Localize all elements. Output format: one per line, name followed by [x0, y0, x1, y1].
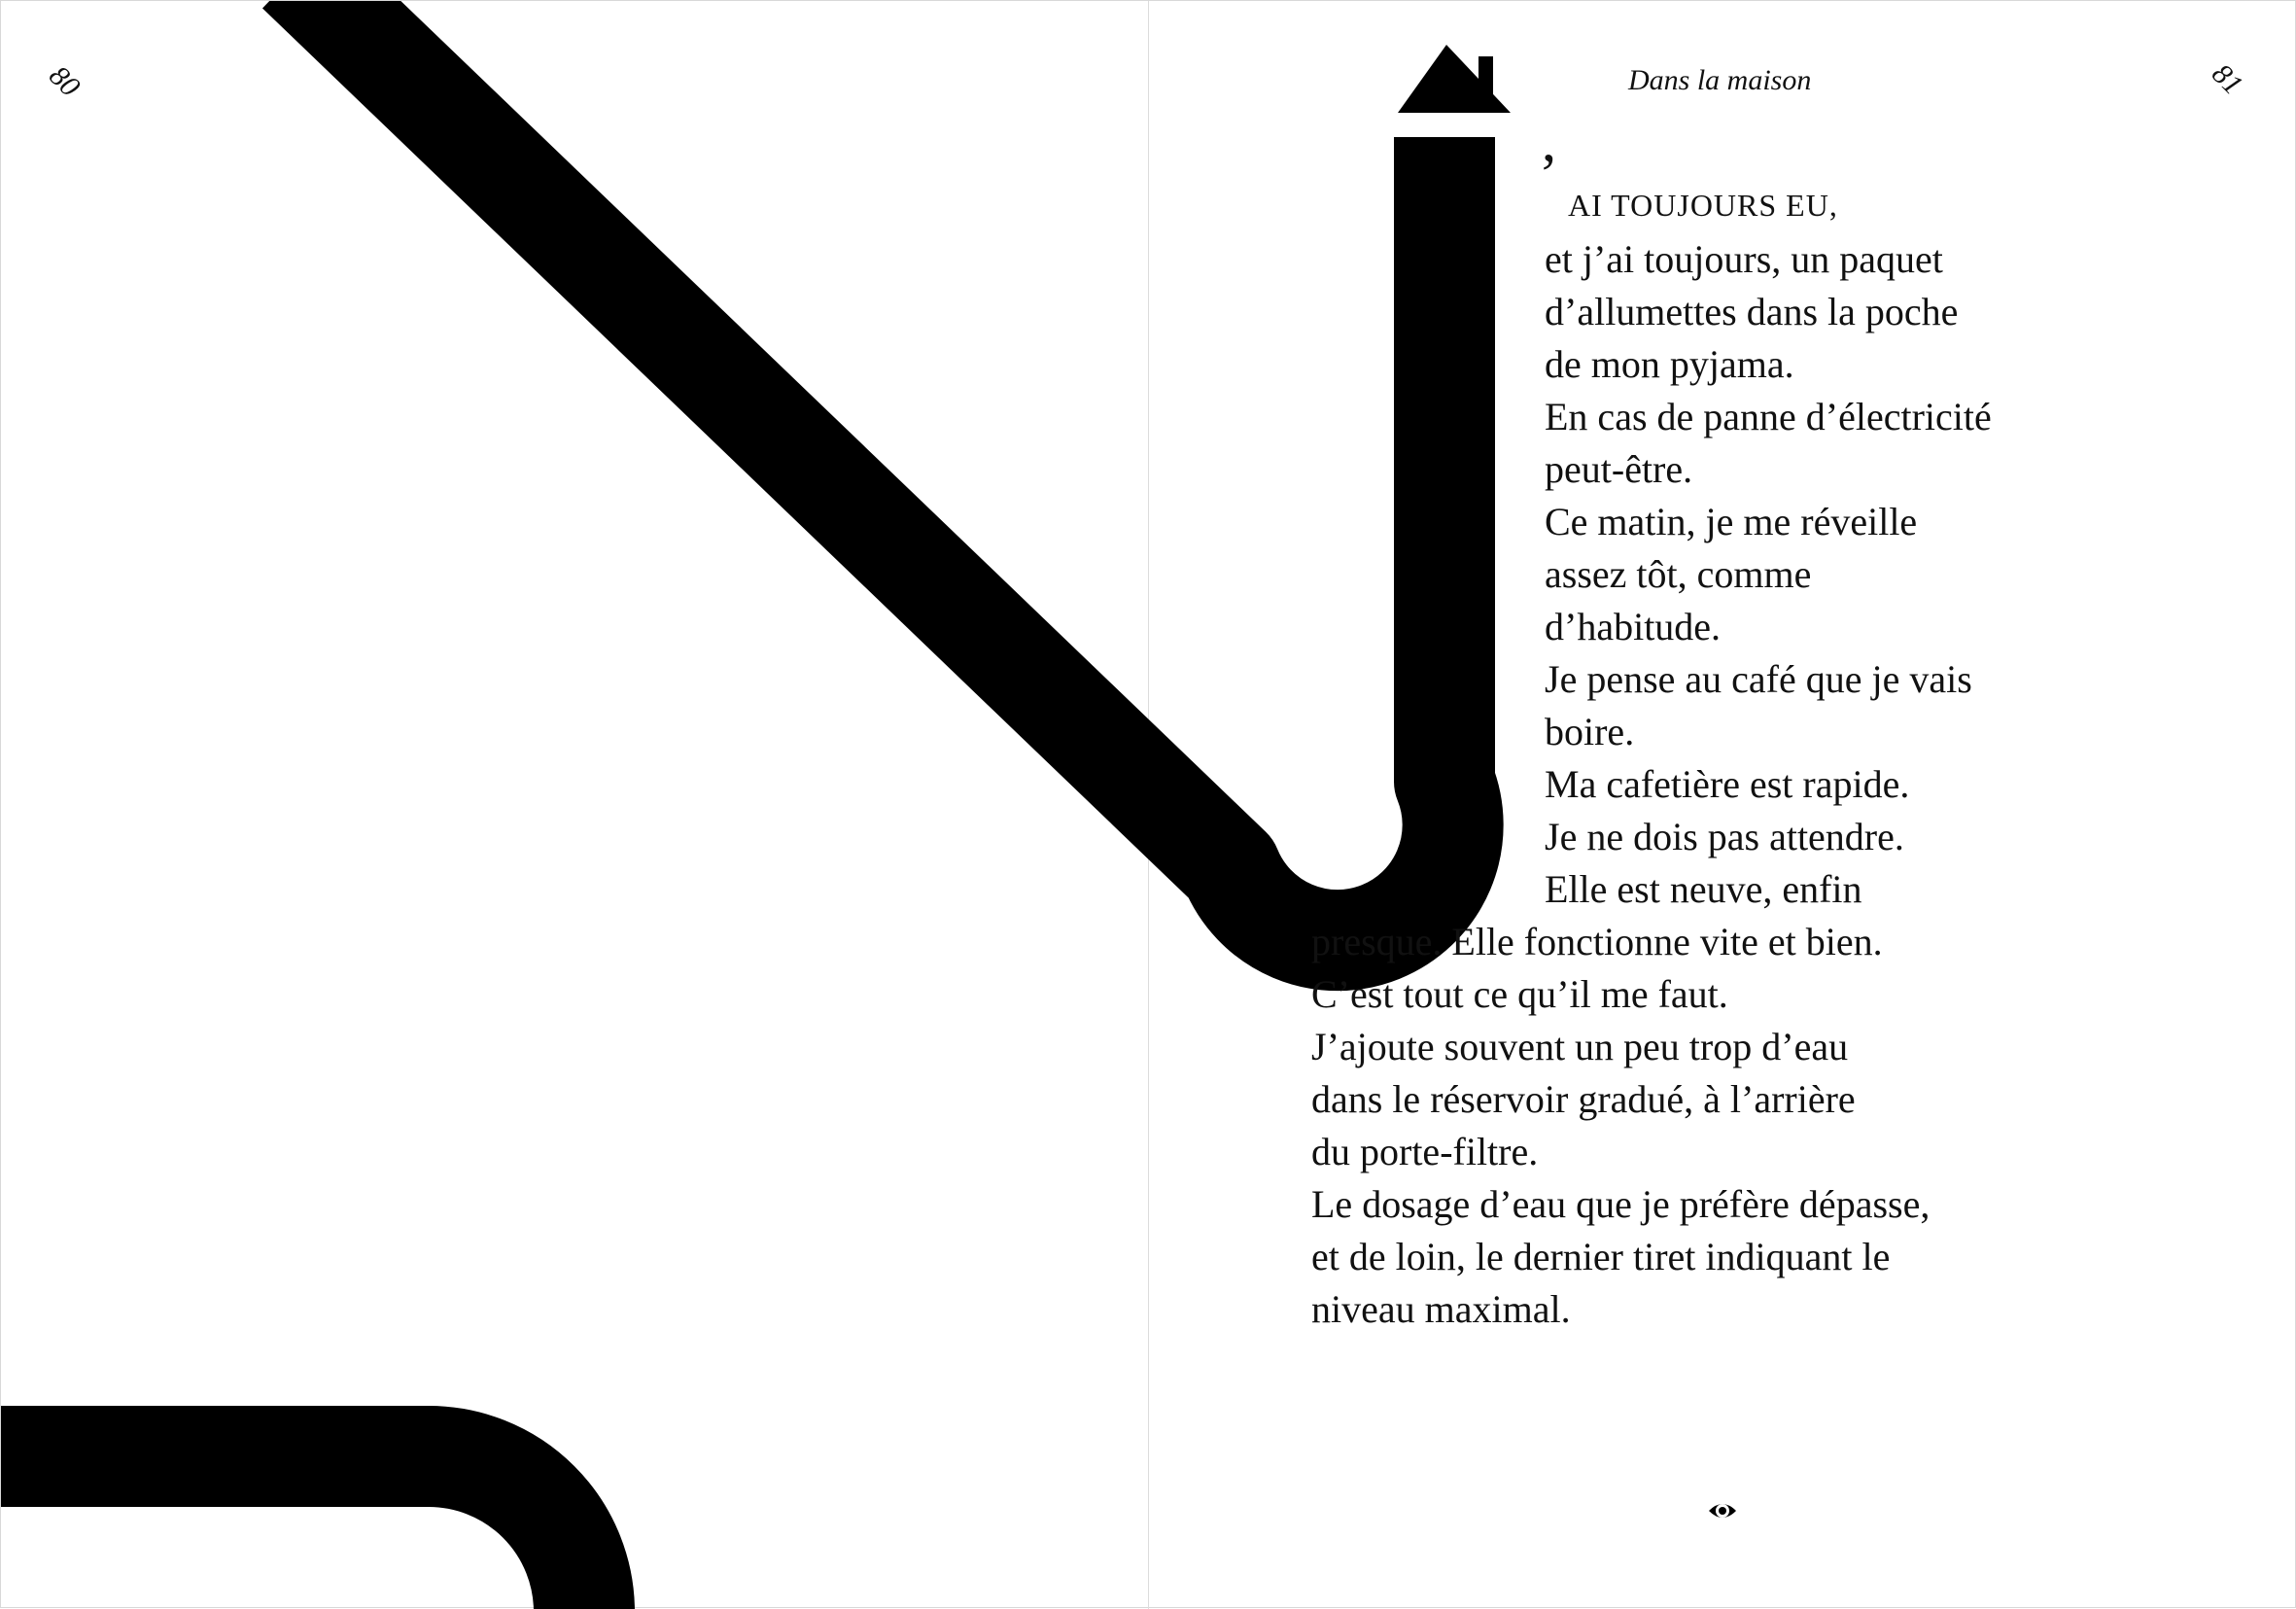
text-line: presque. Elle fonctionne vite et bien.: [1311, 920, 1883, 963]
text-line: d’habitude.: [1545, 605, 1722, 648]
opening-small-caps: AI TOUJOURS EU,: [1567, 188, 1838, 223]
text-line: En cas de panne d’électricité: [1545, 395, 1992, 438]
text-line: dans le réservoir gradué, à l’arrière: [1311, 1077, 1856, 1121]
road-illustration: [1, 1, 2296, 1609]
text-line: boire.: [1545, 710, 1635, 753]
road-path-shape: [297, 1, 1453, 940]
text-line: peut-être.: [1545, 447, 1693, 491]
house-roof-icon: [1398, 45, 1511, 113]
left-page-number: 80: [43, 59, 87, 103]
text-line: Je ne dois pas attendre.: [1545, 815, 1904, 858]
text-line: d’allumettes dans la poche: [1545, 290, 1959, 333]
road-curve-bottom: [1, 1456, 584, 1609]
text-line: Je pense au café que je vais: [1545, 657, 1972, 701]
drop-apostrophe: ’: [1539, 142, 1558, 206]
text-line: assez tôt, comme: [1545, 552, 1812, 596]
right-page-number: 81: [2206, 57, 2249, 101]
text-line: niveau maximal.: [1311, 1287, 1571, 1331]
text-line: du porte-filtre.: [1311, 1130, 1539, 1173]
text-line: C’est tout ce qu’il me faut.: [1311, 972, 1728, 1016]
text-line: Elle est neuve, enfin: [1545, 867, 1862, 911]
eye-icon: [1707, 1495, 1738, 1526]
text-line: Le dosage d’eau que je préfère dépasse,: [1311, 1182, 1931, 1226]
house-chimney-icon: [1478, 56, 1493, 103]
text-line: et j’ai toujours, un paquet: [1545, 237, 1943, 281]
text-line: et de loin, le dernier tiret indiquant le: [1311, 1235, 1891, 1278]
running-head-title: Dans la maison: [1628, 64, 1812, 96]
text-line: Ce matin, je me réveille: [1545, 500, 1918, 543]
opening-line: [1539, 142, 1838, 223]
text-line: J’ajoute souvent un peu trop d’eau: [1311, 1025, 1849, 1068]
text-line: Ma cafetière est rapide.: [1545, 762, 1910, 806]
text-line: de mon pyjama.: [1545, 342, 1794, 386]
